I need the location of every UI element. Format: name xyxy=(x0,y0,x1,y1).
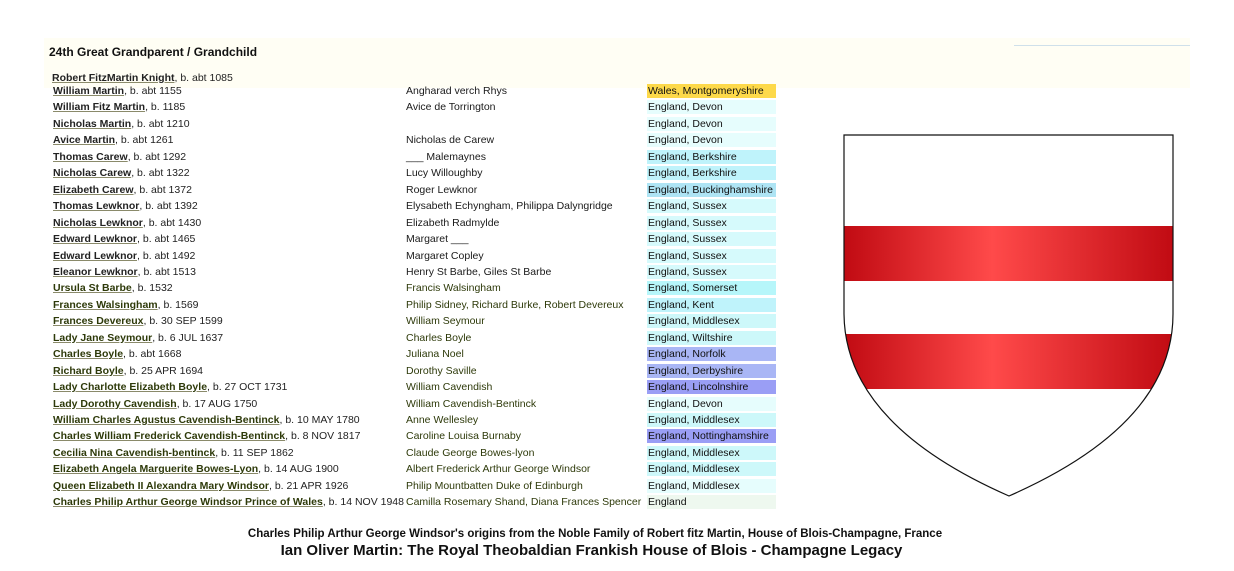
person-link[interactable]: Ursula St Barbe xyxy=(53,282,132,295)
lineage-row xyxy=(0,116,800,132)
spouse-cell: Margaret ___ xyxy=(406,233,469,246)
birth-info: , b. 17 AUG 1750 xyxy=(176,397,258,410)
birth-info: , b. 30 SEP 1599 xyxy=(143,315,223,328)
birth-info: , b. abt 1261 xyxy=(115,134,174,147)
birthplace-badge: England, Devon xyxy=(647,100,776,114)
person-link[interactable]: Charles Philip Arthur George Windsor Prince of Wales xyxy=(53,496,323,509)
person-cell xyxy=(53,494,404,510)
caption-origins: Charles Philip Arthur George Windsor's origins from the Noble Family of Robert fitz Martin, House of Blois-Champagne, France xyxy=(247,528,943,540)
lineage-row xyxy=(0,132,800,148)
lineage-row xyxy=(0,83,800,99)
page-title: 24th Great Grandparent / Grandchild xyxy=(49,45,258,59)
birth-info: , b. 6 JUL 1637 xyxy=(152,331,224,344)
lineage-row xyxy=(0,379,800,395)
birthplace-badge: England, Kent xyxy=(647,298,776,312)
birthplace-badge: England, Sussex xyxy=(647,216,776,230)
spouse-cell: Elysabeth Echyngham, Philippa Dalyngridge xyxy=(406,200,613,213)
person-cell xyxy=(53,330,223,346)
person-cell xyxy=(53,215,201,231)
person-cell xyxy=(53,198,198,214)
birth-info: , b. 11 SEP 1862 xyxy=(215,446,294,459)
spouse-cell: Charles Boyle xyxy=(406,331,472,344)
shield-bar-lower xyxy=(843,334,1175,389)
birthplace-badge: England, Buckinghamshire xyxy=(647,183,776,197)
person-cell xyxy=(53,396,257,412)
spouse-cell: Philip Sidney, Richard Burke, Robert Devereux xyxy=(406,298,624,311)
person-cell xyxy=(53,379,287,395)
spouse-cell: Henry St Barbe, Giles St Barbe xyxy=(406,265,552,278)
birthplace-badge: England, Berkshire xyxy=(647,150,776,164)
spouse-cell: Caroline Louisa Burnaby xyxy=(406,430,521,443)
birth-info: , b. abt 1085 xyxy=(174,72,233,84)
spouse-cell: Dorothy Saville xyxy=(406,364,477,377)
person-link[interactable]: Charles Boyle xyxy=(53,348,124,361)
spouse-cell: Camilla Rosemary Shand, Diana Frances Spencer xyxy=(406,496,642,509)
birthplace-badge: England, Middlesex xyxy=(647,462,776,476)
person-link[interactable]: Elizabeth Angela Marguerite Bowes-Lyon xyxy=(53,463,259,476)
lineage-row xyxy=(0,412,800,428)
birth-info: , b. 1185 xyxy=(145,101,186,114)
person-cell xyxy=(53,149,186,165)
birthplace-badge: England, Middlesex xyxy=(647,446,776,460)
lineage-row xyxy=(0,182,800,198)
birth-info: , b. 27 OCT 1731 xyxy=(207,381,288,394)
birthplace-badge: England, Middlesex xyxy=(647,479,776,493)
birthplace-badge: England, Devon xyxy=(647,133,776,147)
spouse-cell: Angharad verch Rhys xyxy=(406,85,507,97)
person-cell xyxy=(53,428,360,444)
person-link[interactable]: Lady Charlotte Elizabeth Boyle xyxy=(53,381,208,394)
spouse-cell: Elizabeth Radmylde xyxy=(406,216,500,229)
birthplace-badge: England, Middlesex xyxy=(647,314,776,328)
lineage-row xyxy=(0,198,800,214)
spouse-cell: Juliana Noel xyxy=(406,348,464,361)
birthplace-badge: England, Devon xyxy=(647,397,776,411)
lineage-row xyxy=(0,346,800,362)
birthplace-badge: England, Sussex xyxy=(647,199,776,213)
person-link[interactable]: Frances Walsingham xyxy=(53,298,158,311)
person-cell xyxy=(53,83,182,99)
birthplace-badge: England, Middlesex xyxy=(647,413,776,427)
spouse-cell: William Seymour xyxy=(406,315,485,328)
birth-info: , b. 14 AUG 1900 xyxy=(258,463,339,476)
birthplace-badge: Wales, Montgomeryshire xyxy=(647,84,776,98)
birthplace-badge: England, Berkshire xyxy=(647,166,776,180)
person-link[interactable]: William Charles Agustus Cavendish-Bentinck xyxy=(53,414,280,426)
birth-info: , b. 1532 xyxy=(131,282,173,295)
birth-info: , b. abt 1392 xyxy=(139,200,198,213)
person-link[interactable]: Avice Martin xyxy=(53,134,116,147)
lineage-row xyxy=(0,248,800,264)
spouse-cell: ___ Malemaynes xyxy=(406,150,486,163)
person-cell xyxy=(53,165,190,181)
birth-info: , b. 21 APR 1926 xyxy=(268,479,349,492)
person-link[interactable]: Edward Lewknor xyxy=(53,249,138,262)
spouse-cell: Claude George Bowes-lyon xyxy=(406,446,535,459)
person-link[interactable]: Nicholas Carew xyxy=(53,167,132,180)
lineage-row xyxy=(0,215,800,231)
person-link[interactable]: William Fitz Martin xyxy=(53,101,146,114)
lineage-row xyxy=(0,264,800,280)
person-link[interactable]: Queen Elizabeth II Alexandra Mary Windsor xyxy=(53,479,269,492)
person-cell xyxy=(53,264,196,280)
birth-info: , b. 10 MAY 1780 xyxy=(279,414,360,426)
birth-info: , b. 8 NOV 1817 xyxy=(285,430,361,443)
birth-info: , b. abt 1430 xyxy=(142,216,202,229)
person-link[interactable]: Richard Boyle xyxy=(53,364,124,377)
birthplace-badge: England, Sussex xyxy=(647,232,776,246)
person-cell xyxy=(53,478,348,494)
person-link[interactable]: Lady Dorothy Cavendish xyxy=(53,397,177,410)
person-cell xyxy=(53,182,192,198)
birth-info: , b. abt 1668 xyxy=(123,348,182,361)
person-link[interactable]: Nicholas Martin xyxy=(53,117,132,130)
header-divider xyxy=(1014,42,1190,46)
spouse-cell: William Cavendish xyxy=(406,381,493,394)
person-cell xyxy=(53,461,339,477)
shield-bar-upper xyxy=(843,226,1175,281)
birthplace-badge: England, Norfolk xyxy=(647,347,776,361)
person-link[interactable]: Edward Lewknor xyxy=(53,233,138,246)
birth-info: , b. abt 1155 xyxy=(124,85,182,97)
person-cell xyxy=(53,231,195,247)
lineage-row xyxy=(0,494,800,510)
person-link[interactable]: William Martin xyxy=(53,85,125,97)
spouse-cell: William Cavendish-Bentinck xyxy=(406,397,537,410)
birth-info: , b. 14 NOV 1948 xyxy=(322,496,404,509)
lineage-row xyxy=(0,297,800,313)
lineage-row xyxy=(0,280,800,296)
lineage-row xyxy=(0,428,800,444)
birth-info: , b. abt 1210 xyxy=(131,117,190,130)
birth-info: , b. 1569 xyxy=(157,298,199,311)
birth-info: , b. 25 APR 1694 xyxy=(123,364,204,377)
lineage-row xyxy=(0,165,800,181)
birthplace-badge: England xyxy=(647,495,776,509)
person-link[interactable]: Charles William Frederick Cavendish-Bentinck xyxy=(53,430,286,443)
person-cell xyxy=(53,116,190,132)
spouse-cell: Lucy Willoughby xyxy=(406,167,483,180)
person-cell xyxy=(53,132,173,148)
person-cell xyxy=(53,445,294,461)
birthplace-badge: England, Nottinghamshire xyxy=(647,429,776,443)
spouse-cell: Nicholas de Carew xyxy=(406,134,495,147)
person-cell xyxy=(53,313,223,329)
lineage-row xyxy=(0,330,800,346)
spouse-cell: Anne Wellesley xyxy=(406,414,479,426)
person-link[interactable]: Cecilia Nina Cavendish-bentinck xyxy=(53,446,216,459)
lineage-row xyxy=(0,231,800,247)
caption-author-title: Ian Oliver Martin: The Royal Theobaldian Frankish House of Blois - Champagne Legacy xyxy=(280,542,903,559)
birthplace-badge: England, Somerset xyxy=(647,281,776,295)
spouse-cell: Albert Frederick Arthur George Windsor xyxy=(406,463,591,476)
person-cell xyxy=(53,248,195,264)
lineage-row xyxy=(0,396,800,412)
birthplace-badge: England, Sussex xyxy=(647,265,776,279)
lineage-row xyxy=(0,363,800,379)
lineage-row xyxy=(0,149,800,165)
person-link[interactable]: Robert FitzMartin Knight xyxy=(52,72,175,84)
lineage-row xyxy=(0,478,800,494)
coat-of-arms xyxy=(843,134,1175,498)
person-cell xyxy=(53,412,360,428)
spouse-cell: Francis Walsingham xyxy=(406,282,501,295)
birthplace-badge: England, Devon xyxy=(647,117,776,131)
birthplace-badge: England, Wiltshire xyxy=(647,331,776,345)
person-link[interactable]: Lady Jane Seymour xyxy=(53,331,153,344)
birth-info: , b. abt 1292 xyxy=(127,150,187,163)
birthplace-badge: England, Derbyshire xyxy=(647,364,776,378)
lineage-row xyxy=(0,99,800,115)
birthplace-badge: England, Sussex xyxy=(647,249,776,263)
birthplace-badge: England, Lincolnshire xyxy=(647,380,776,394)
person-cell xyxy=(53,297,199,313)
spouse-cell: Roger Lewknor xyxy=(406,183,478,196)
spouse-cell: Philip Mountbatten Duke of Edinburgh xyxy=(406,479,583,492)
lineage-row xyxy=(0,461,800,477)
person-cell xyxy=(53,99,185,115)
birth-info: , b. abt 1513 xyxy=(137,265,196,278)
spouse-cell: Avice de Torrington xyxy=(406,101,496,114)
person-link[interactable]: Eleanor Lewknor xyxy=(53,265,138,278)
person-link[interactable]: Thomas Lewknor xyxy=(53,200,140,213)
lineage-row xyxy=(0,445,800,461)
person-link[interactable]: Thomas Carew xyxy=(53,150,128,163)
lineage-row xyxy=(0,313,800,329)
birth-info: , b. abt 1372 xyxy=(133,183,192,196)
person-cell xyxy=(53,346,181,362)
person-link[interactable]: Frances Devereux xyxy=(53,315,144,328)
birth-info: , b. abt 1465 xyxy=(137,233,196,246)
person-cell xyxy=(53,363,203,379)
birth-info: , b. abt 1492 xyxy=(137,249,196,262)
shield-field xyxy=(843,134,1175,498)
spouse-cell: Margaret Copley xyxy=(406,249,484,262)
birth-info: , b. abt 1322 xyxy=(131,167,190,180)
person-cell xyxy=(53,280,173,296)
person-link[interactable]: Elizabeth Carew xyxy=(53,183,134,196)
person-link[interactable]: Nicholas Lewknor xyxy=(53,216,143,229)
